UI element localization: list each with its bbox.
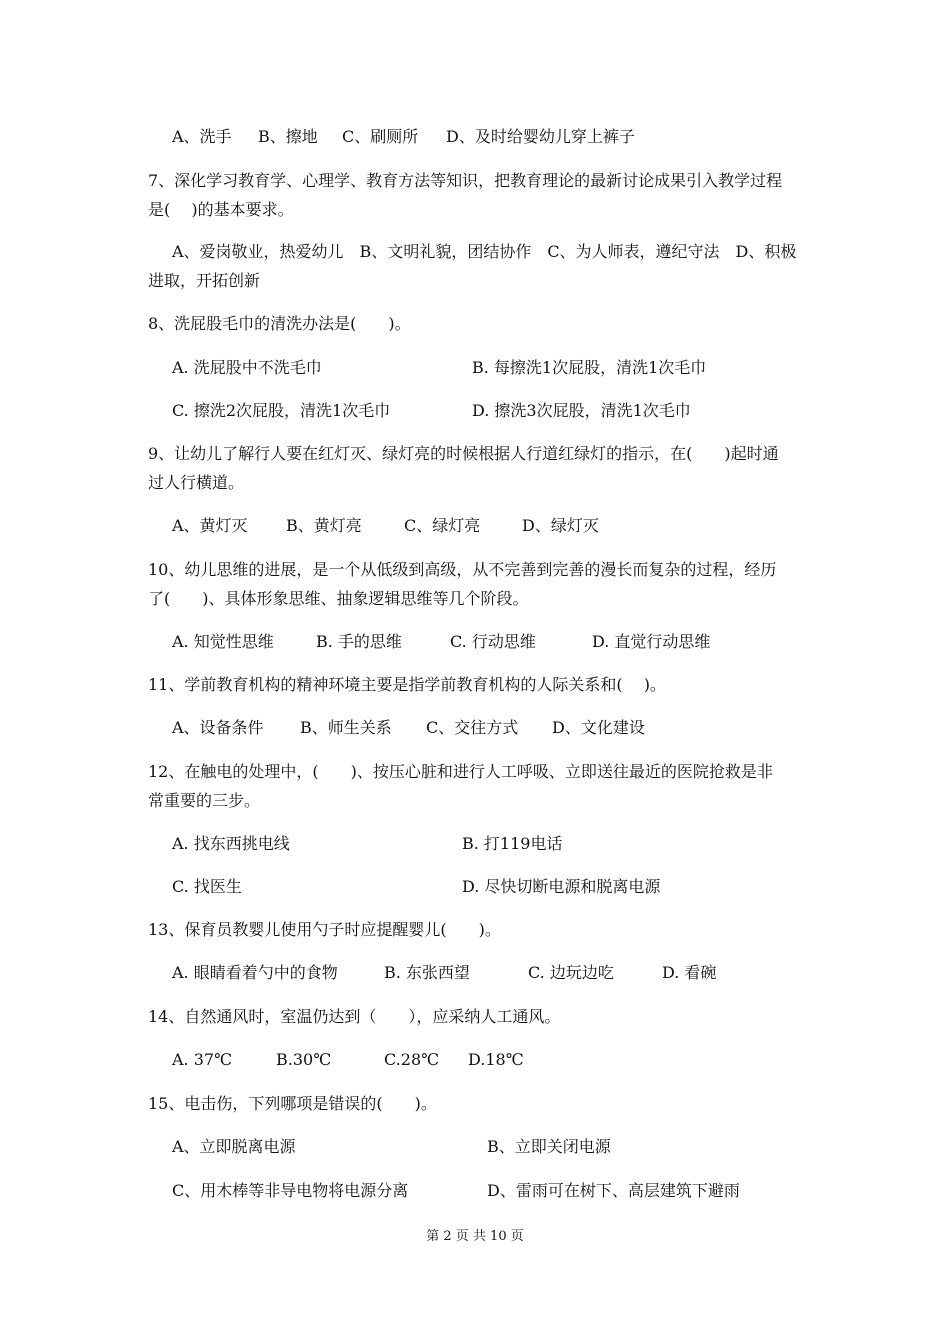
q8-option-a: A. 洗屁股中不洗毛巾 (172, 358, 322, 377)
q11-option-c: C、交往方式 (426, 718, 519, 737)
q14-option-a: A. 37℃ (172, 1050, 232, 1069)
q14-option-c: C.28℃ (384, 1050, 440, 1069)
q6-options (172, 126, 635, 148)
q6-option-c: C、刷厕所 (342, 127, 419, 146)
q9-option-d: D、绿灯灭 (522, 516, 599, 535)
q11-stem: 11、学前教育机构的精神环境主要是指学前教育机构的人际关系和( )。 (148, 675, 666, 694)
q10-option-c: C. 行动思维 (450, 632, 536, 651)
q12-option-a: A. 找东西挑电线 (172, 834, 290, 853)
q14-option-b: B.30℃ (276, 1050, 332, 1069)
q13-option-b: B. 东张西望 (384, 963, 470, 982)
page-number-footer: 第 2 页 共 10 页 (426, 1229, 524, 1244)
q10-option-d: D. 直觉行动思维 (592, 632, 711, 651)
q9-stem-line2: 过人行横道。 (148, 473, 245, 492)
q15-option-c: C、用木棒等非导电物将电源分离 (172, 1181, 409, 1200)
q7-options-line1: A、爱岗敬业，热爱幼儿 B、文明礼貌，团结协作 C、为人师表，遵纪守法 D、积极 (172, 242, 797, 261)
q8-stem: 8、洗屁股毛巾的清洗办法是( )。 (148, 314, 411, 333)
q6-option-a: A、洗手 (172, 127, 232, 146)
q10-stem-line2: 了( )、具体形象思维、抽象逻辑思维等几个阶段。 (148, 589, 529, 608)
q6-option-d: D、及时给婴幼儿穿上裤子 (446, 127, 635, 146)
q13-option-a: A. 眼睛看着勺中的食物 (172, 963, 338, 982)
q9-option-b: B、黄灯亮 (286, 516, 362, 535)
q13-options (172, 962, 716, 984)
q15-stem: 15、电击伤，下列哪项是错误的( )。 (148, 1094, 437, 1113)
q10-option-a: A. 知觉性思维 (172, 632, 274, 651)
q14-option-d: D.18℃ (468, 1050, 524, 1069)
q11-option-a: A、设备条件 (172, 718, 264, 737)
q13-stem: 13、保育员教婴儿使用勺子时应提醒婴儿( )。 (148, 920, 501, 939)
q11-options (172, 717, 645, 739)
q15-option-d: D、雷雨可在树下、高层建筑下避雨 (487, 1181, 740, 1200)
q12-stem-line2: 常重要的三步。 (148, 791, 261, 810)
q8-option-c: C. 擦洗2次屁股，清洗1次毛巾 (172, 401, 391, 420)
q13-option-d: D. 看碗 (662, 963, 717, 982)
q7-stem-line1: 7、深化学习教育学、心理学、教育方法等知识，把教育理论的最新讨论成果引入教学过程 (148, 171, 783, 190)
q10-stem-line1: 10、幼儿思维的进展，是一个从低级到高级，从不完善到完善的漫长而复杂的过程，经历 (148, 560, 777, 579)
q6-option-b: B、擦地 (258, 127, 318, 146)
q14-stem: 14、自然通风时，室温仍达到（ ），应采纳人工通风。 (148, 1007, 561, 1026)
q9-option-c: C、绿灯亮 (404, 516, 481, 535)
q9-options (172, 515, 599, 537)
q7-stem-line2: 是( )的基本要求。 (148, 200, 294, 219)
q12-stem-line1: 12、在触电的处理中，( )、按压心脏和进行人工呼吸、立即送往最近的医院抢救是非 (148, 762, 773, 781)
q15-option-b: B、立即关闭电源 (487, 1137, 611, 1156)
q8-option-d: D. 擦洗3次屁股，清洗1次毛巾 (472, 401, 691, 420)
q7-options-line2: 进取，开拓创新 (148, 271, 261, 290)
q9-stem-line1: 9、让幼儿了解行人要在红灯灭、绿灯亮的时候根据人行道红绿灯的指示，在( )起时通 (148, 444, 779, 463)
q12-option-d: D. 尽快切断电源和脱离电源 (462, 877, 661, 896)
q15-option-a: A、立即脱离电源 (172, 1137, 296, 1156)
q8-option-b: B. 每擦洗1次屁股，清洗1次毛巾 (472, 358, 707, 377)
q13-option-c: C. 边玩边吃 (528, 963, 614, 982)
q10-options (172, 631, 710, 653)
q10-option-b: B. 手的思维 (316, 632, 402, 651)
q12-option-c: C. 找医生 (172, 877, 242, 896)
q9-option-a: A、黄灯灭 (172, 516, 248, 535)
q11-option-b: B、师生关系 (300, 718, 392, 737)
q11-option-d: D、文化建设 (552, 718, 645, 737)
q14-options (172, 1049, 524, 1071)
q12-option-b: B. 打119电话 (462, 834, 563, 853)
